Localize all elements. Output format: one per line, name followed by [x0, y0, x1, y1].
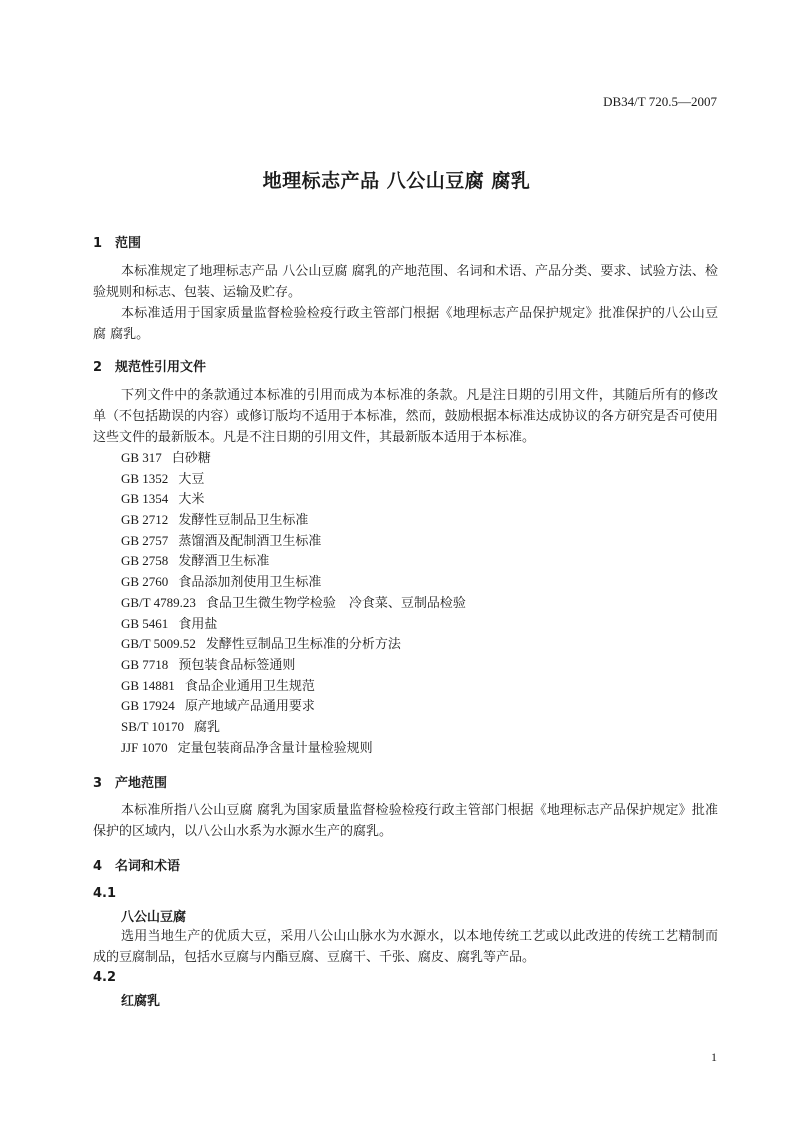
section-1-paragraph-1: 本标准规定了地理标志产品 八公山豆腐 腐乳的产地范围、名词和术语、产品分类、要求、试验方法、检验规则和标志、包装、运输及贮存。: [93, 264, 718, 300]
reference-name: 食品企业通用卫生规范: [184, 678, 315, 694]
reference-code: GB 1352: [121, 470, 169, 486]
section-number: 2: [93, 360, 103, 375]
reference-name: 大米: [178, 492, 205, 508]
section-1-paragraph-2: 本标准适用于国家质量监督检验检疫行政主管部门根据《地理标志产品保护规定》批准保护的八公山豆腐 腐乳。: [93, 306, 718, 342]
reference-name: 蒸馏酒及配制酒卫生标准: [178, 533, 322, 549]
reference-name: 食品卫生微生物学检验 冷食菜、豆制品检验: [205, 595, 466, 611]
section-number: 3: [93, 776, 103, 791]
section-2-paragraph-1: 下列文件中的条款通过本标准的引用而成为本标准的条款。凡是注日期的引用文件，其随后所有的修改单（不包括勘误的内容）或修订版均不适用于本标准，然而，鼓励根据本标准达成协议的各方研究是否可使用这些文件的最新版本。凡是不注日期的引用文件，其最新版本适用于本标准。: [93, 388, 718, 445]
normative-references-list: [121, 448, 466, 758]
reference-item: [121, 448, 466, 469]
reference-name: 定量包装商品净含量计量检验规则: [177, 740, 373, 756]
term-4-2-number: 4.2: [93, 970, 117, 985]
reference-name: 大豆: [178, 471, 205, 487]
section-number: 4: [93, 859, 103, 874]
reference-item: [121, 655, 466, 676]
reference-name: 发酵性豆制品卫生标准: [178, 513, 309, 529]
section-title: 名词和术语: [115, 859, 181, 874]
term-4-1-name: 八公山豆腐: [121, 910, 187, 925]
reference-item: [121, 614, 466, 635]
reference-code: GB 317: [121, 450, 162, 465]
reference-code: GB 1354: [121, 491, 169, 507]
section-3-heading: [93, 772, 167, 791]
reference-name: 发酵性豆制品卫生标准的分析方法: [205, 637, 401, 653]
reference-name: 白砂糖: [171, 451, 211, 466]
term-4-1-definition: 选用当地生产的优质大豆，采用八公山山脉水为水源水，以本地传统工艺或以此改进的传统工艺精制而成的豆腐制品，包括水豆腐与内酯豆腐、豆腐干、千张、腐皮、腐乳等产品。: [93, 929, 718, 965]
reference-code: JJF 1070: [121, 739, 168, 755]
section-title: 产地范围: [115, 776, 168, 791]
standard-code: DB34/T 720.5—2007: [603, 94, 717, 109]
reference-item: [121, 738, 466, 759]
reference-code: GB 17924: [121, 698, 175, 714]
term-4-2-name: 红腐乳: [121, 994, 161, 1009]
reference-item: [121, 717, 466, 738]
reference-code: GB/T 5009.52: [121, 636, 196, 652]
reference-name: 食用盐: [178, 616, 218, 632]
reference-item: [121, 593, 466, 614]
section-4-heading: [93, 855, 180, 874]
reference-item: [121, 551, 466, 572]
section-title: 范围: [115, 236, 142, 251]
reference-item: [121, 572, 466, 593]
reference-item: [121, 634, 466, 655]
reference-item: [121, 510, 466, 531]
reference-code: GB 2757: [121, 532, 169, 548]
reference-item: [121, 676, 466, 697]
reference-code: GB 2758: [121, 553, 169, 569]
reference-code: GB/T 4789.23: [121, 594, 196, 610]
reference-item: [121, 489, 466, 510]
term-4-1-number: 4.1: [93, 886, 117, 901]
reference-code: SB/T 10170: [121, 718, 184, 734]
reference-name: 发酵酒卫生标准: [178, 554, 270, 570]
reference-code: GB 7718: [121, 656, 169, 672]
reference-item: [121, 696, 466, 717]
section-title: 规范性引用文件: [115, 360, 207, 375]
reference-code: GB 14881: [121, 677, 175, 693]
section-2-heading: [93, 356, 206, 375]
reference-code: GB 2760: [121, 574, 169, 590]
reference-item: [121, 469, 466, 490]
reference-code: GB 5461: [121, 615, 169, 631]
reference-name: 预包装食品标签通则: [178, 657, 296, 673]
reference-code: GB 2712: [121, 512, 169, 528]
reference-name: 腐乳: [193, 719, 220, 735]
document-title: 地理标志产品 八公山豆腐 腐乳: [262, 170, 531, 192]
reference-item: [121, 531, 466, 552]
reference-name: 食品添加剂使用卫生标准: [178, 575, 322, 591]
page-number: 1: [711, 1050, 717, 1064]
section-number: 1: [93, 236, 103, 251]
reference-name: 原产地域产品通用要求: [184, 699, 315, 715]
section-3-paragraph-1: 本标准所指八公山豆腐 腐乳为国家质量监督检验检疫行政主管部门根据《地理标志产品保护规定》批准保护的区域内，以八公山水系为水源水生产的腐乳。: [93, 803, 718, 839]
section-1-heading: [93, 232, 141, 251]
